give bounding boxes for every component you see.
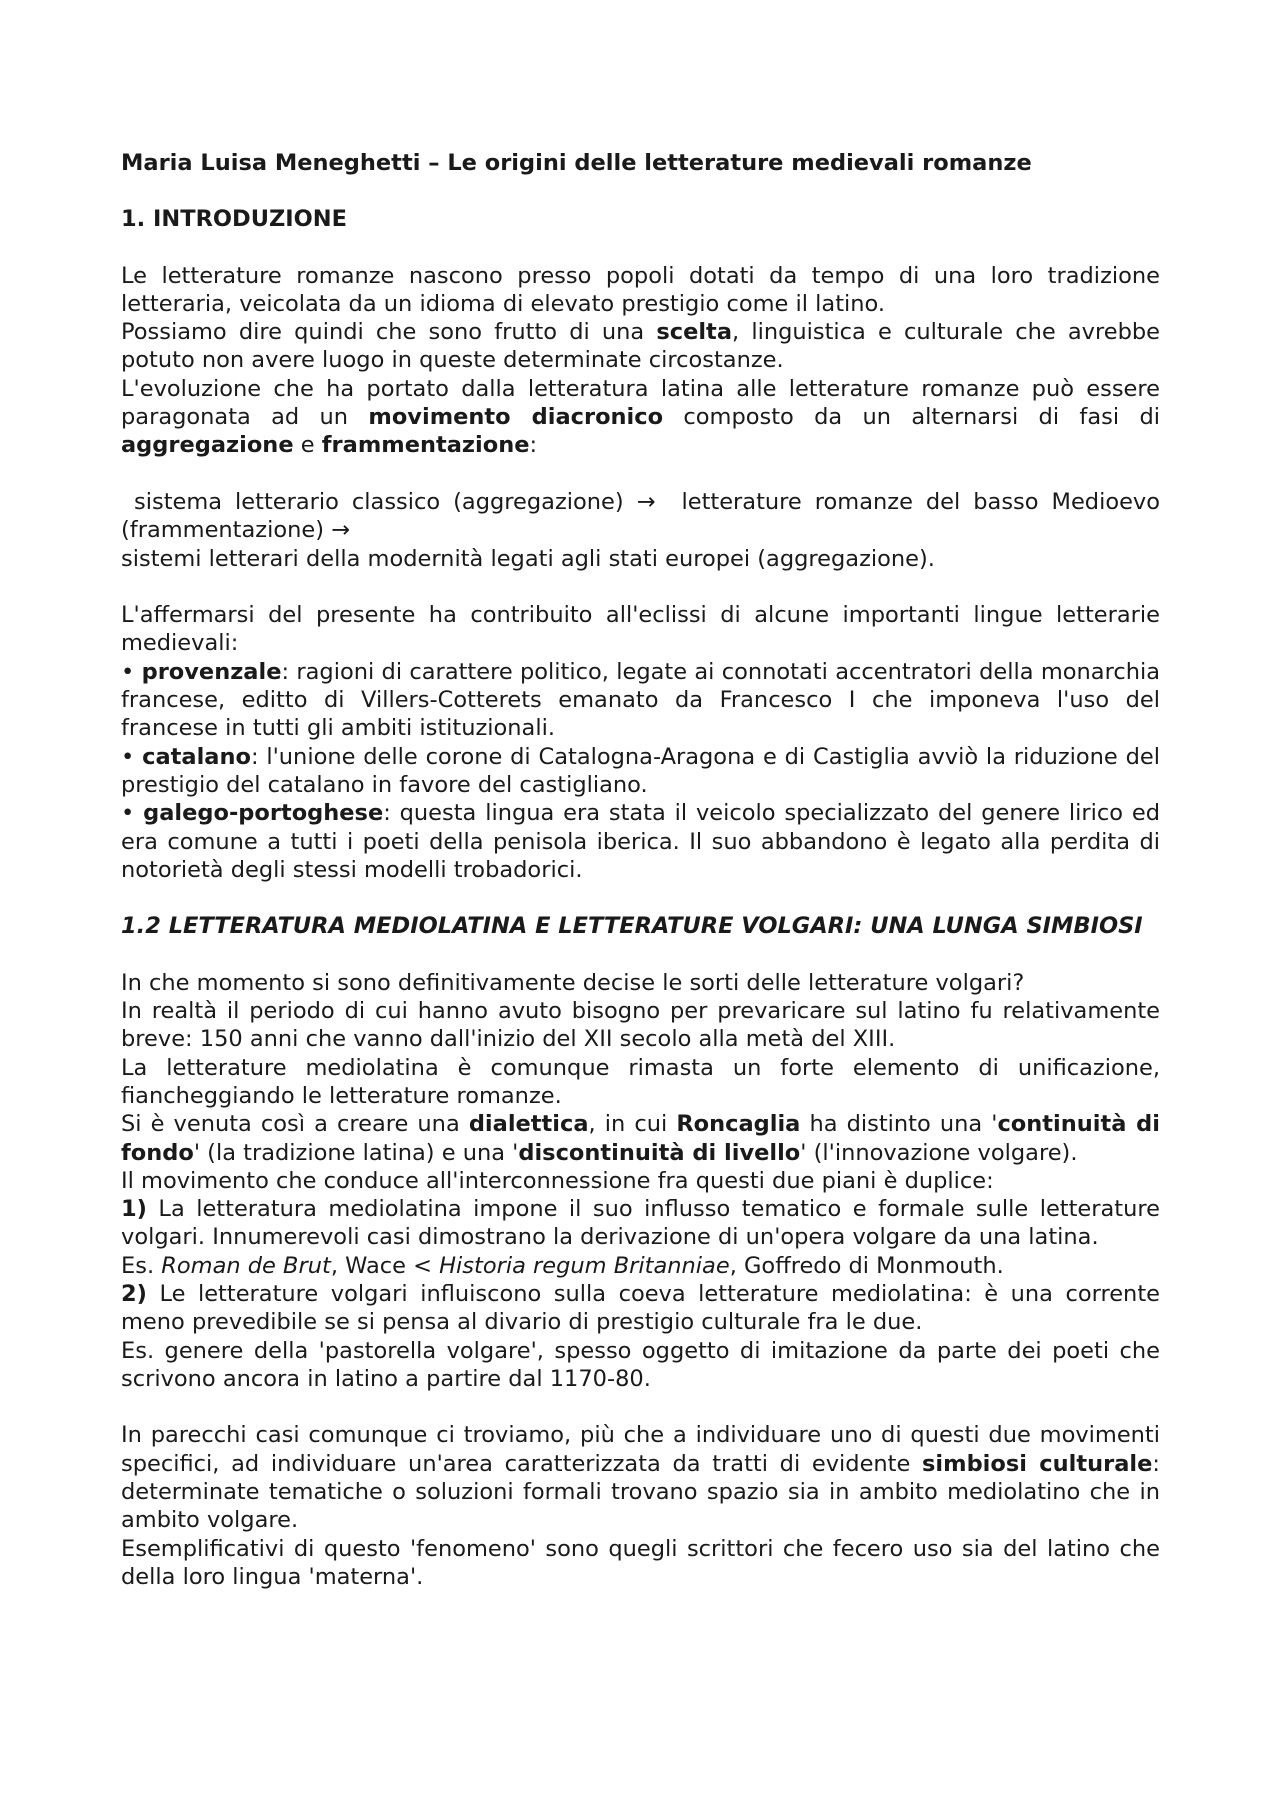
numbered-item: 2) Le letterature volgari influiscono sulla coeva letterature mediolatina: è una corrente meno prevedibile se si pensa al divario di prestigio culturale fra le due. xyxy=(121,1280,1160,1336)
section-heading-simbiosi: 1.2 LETTERATURA MEDIOLATINA E LETTERATURE VOLGARI: UNA LUNGA SIMBIOSI xyxy=(121,913,1143,940)
paragraph: Possiamo dire quindi che sono frutto di una scelta, linguistica e culturale che avrebbe potuto non avere luogo in queste determinate circostanze. xyxy=(121,319,1160,374)
bold-term: aggregazione xyxy=(121,432,294,459)
italic-title: Roman de Brut xyxy=(161,1252,331,1279)
bold-term: galego-portoghese xyxy=(143,800,384,827)
paragraph: Le letterature romanze nascono presso popoli dotati da tempo di una loro tradizione letteraria, veicolata da un idioma di elevato prestigio come il latino. xyxy=(121,262,1160,317)
section-heading-introduzione: 1. INTRODUZIONE xyxy=(121,206,347,233)
numbered-item: 1) La letteratura mediolatina impone il suo influsso tematico e formale sulle letterature volgari. Innumerevoli casi dimostrano la derivazione di un'opera volgare da una latina. xyxy=(121,1196,1160,1251)
bold-term: provenzale xyxy=(141,658,282,685)
item-number: 2) xyxy=(121,1280,147,1307)
bold-term: catalano xyxy=(142,743,251,770)
paragraph: L'affermarsi del presente ha contribuito all'eclissi di alcune importanti lingue letterarie medievali: xyxy=(121,602,1160,657)
spacer xyxy=(121,1393,1160,1421)
bullet-icon: • xyxy=(121,658,135,685)
scheme-line: sistemi letterari della modernità legati agli stati europei (aggregazione). xyxy=(121,545,935,572)
scheme-line: sistema letterario classico (aggregazione) → letterature romanze del basso Medioevo (frammentazione) → xyxy=(121,488,1168,544)
bold-term: frammentazione xyxy=(321,432,530,459)
bold-term: simbiosi culturale xyxy=(922,1450,1153,1477)
example-line: Es. genere della 'pastorella volgare', spesso oggetto di imitazione da parte dei poeti che scrivono ancora in latino a partire dal 1170-80. xyxy=(121,1337,1160,1392)
paragraph: In realtà il periodo di cui hanno avuto bisogno per prevaricare sul latino fu relativamente breve: 150 anni che vanno dall'inizio del XII secolo alla metà del XIII. xyxy=(121,998,1160,1053)
paragraph: In che momento si sono definitivamente decise le sorti delle letterature volgari? xyxy=(121,969,1025,996)
spacer xyxy=(121,460,1160,488)
italic-title: Historia regum Britanniae xyxy=(439,1252,730,1279)
list-item: • provenzale: ragioni di carattere politico, legate ai connotati accentratori della monarchia francese, editto di Villers-Cotterets emanato da Francesco I che imponeva l'uso del francese in tutti gli ambiti istituzionali. xyxy=(121,658,1160,742)
bold-term: discontinuità di livello xyxy=(518,1139,801,1166)
spacer xyxy=(121,884,1160,912)
bold-term: Roncaglia xyxy=(676,1111,801,1138)
bold-term: dialettica xyxy=(468,1111,589,1138)
list-item: • catalano: l'unione delle corone di Catalogna-Aragona e di Castiglia avviò la riduzione del prestigio del catalano in favore del castigliano. xyxy=(121,743,1160,798)
paragraph: L'evoluzione che ha portato dalla letteratura latina alle letterature romanze può essere paragonata ad un movimento diacronico composto da un alternarsi di fasi di aggregazione e frammentazione: xyxy=(121,375,1160,459)
bold-term: movimento diacronico xyxy=(368,404,664,431)
example-line: Es. Roman de Brut, Wace < Historia regum Britanniae, Goffredo di Monmouth. xyxy=(121,1252,1004,1279)
paragraph: In parecchi casi comunque ci troviamo, più che a individuare uno di questi due movimenti specifici, ad individuare un'area caratterizzata da tratti di evidente simbiosi culturale: determinate tematiche o soluzioni formali trovano spazio sia in ambito mediolatino che in ambito volgare. xyxy=(121,1422,1160,1534)
bullet-icon: • xyxy=(121,743,135,770)
item-number: 1) xyxy=(121,1196,147,1223)
paragraph: Si è venuta così a creare una dialettica, in cui Roncaglia ha distinto una 'continuità di fondo' (la tradizione latina) e una 'discontinuità di livello' (l'innovazione volgare). xyxy=(121,1111,1160,1166)
document-title: Maria Luisa Meneghetti – Le origini delle letterature medievali romanze xyxy=(121,150,1032,176)
bold-term: continuità di fondo xyxy=(121,1111,1160,1166)
bold-term: scelta xyxy=(656,319,733,346)
paragraph: Il movimento che conduce all'interconnessione fra questi due piani è duplice: xyxy=(121,1167,994,1194)
list-item: • galego-portoghese: questa lingua era stata il veicolo specializzato del genere lirico ed era comune a tutti i poeti della penisola iberica. Il suo abbandono è legato alla perdita di notorietà degli stessi modelli trobadorici. xyxy=(121,800,1160,883)
paragraph: Esemplificativi di questo 'fenomeno' sono quegli scrittori che fecero uso sia del latino che della loro lingua 'materna'. xyxy=(121,1535,1160,1590)
paragraph: La letterature mediolatina è comunque rimasta un forte elemento di unificazione, fiancheggiando le letterature romanze. xyxy=(121,1054,1160,1109)
spacer xyxy=(121,573,1160,601)
bullet-icon: • xyxy=(121,800,135,827)
